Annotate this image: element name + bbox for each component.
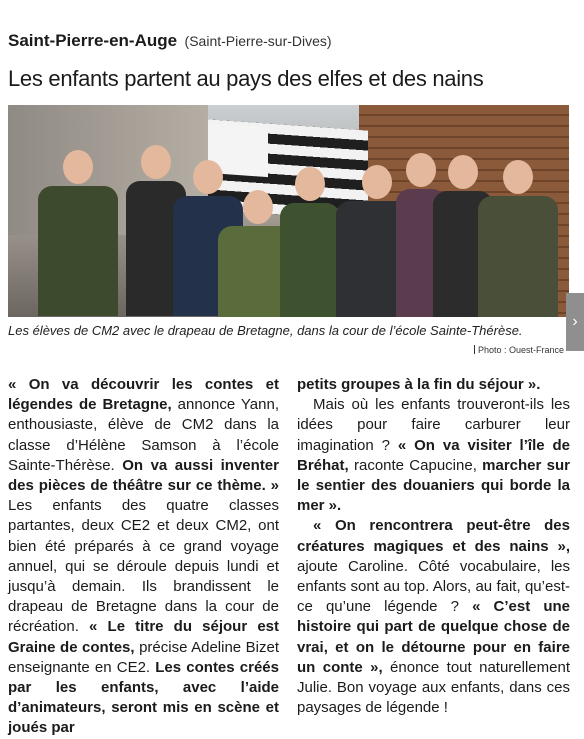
photo-credit bbox=[474, 345, 564, 355]
credit-divider bbox=[474, 345, 475, 354]
photo-child bbox=[38, 150, 118, 316]
text-run: Mais où les enfants trouveront-ils les idées pour faire carburer leur imagination ? bbox=[297, 396, 570, 454]
text-run: Les contes créés par les enfants, avec l’aide d’animateurs, seront mis en scène et joués par bbox=[8, 658, 279, 737]
next-photo-button[interactable] bbox=[566, 293, 584, 351]
article-headline: Les enfants partent au pays des elfes et des nains bbox=[8, 66, 484, 91]
paragraph bbox=[8, 375, 279, 739]
text-run: énonce tout naturellement Julie. Bon voyage aux enfants, dans ces paysages de légende ! bbox=[297, 658, 570, 717]
article-column-left bbox=[8, 375, 279, 739]
text-run: ajoute Caroline. Côté vocabulaire, les enfants sont au top. Alors, au fait, qu’est-ce qu’une légende ? bbox=[297, 557, 570, 616]
text-run: « Le titre du séjour est Graine de contes, bbox=[8, 618, 279, 656]
article-column-right bbox=[297, 375, 570, 718]
paragraph bbox=[297, 395, 570, 516]
text-run: petits groupes à la fin du séjour ». bbox=[297, 376, 541, 393]
text-run: « On rencontrera peut-être des créatures magiques et des nains », bbox=[297, 517, 570, 555]
chevron-right-icon: › bbox=[572, 313, 578, 330]
town-subtitle: (Saint-Pierre-sur-Dives) bbox=[184, 33, 332, 49]
text-run: On va aussi inventer des pièces de théâtre sur ce thème. » bbox=[8, 456, 279, 495]
text-run: « On va découvrir les contes et légendes de Bretagne, bbox=[8, 376, 279, 414]
photo-credit-text: Photo : Ouest-France bbox=[477, 345, 564, 355]
article-header bbox=[8, 31, 332, 51]
photo-child bbox=[478, 160, 558, 317]
photo-child bbox=[280, 167, 340, 317]
text-run: « C’est une histoire qui part de quelque chose de vrai, et on le détourne pour en faire un conte », bbox=[297, 598, 570, 676]
town-name: Saint-Pierre-en-Auge bbox=[8, 31, 178, 50]
text-run: « On va visiter l’île de Bréhat, bbox=[297, 436, 570, 474]
text-run: raconte Capucine, bbox=[348, 456, 483, 474]
photo-caption: Les élèves de CM2 avec le drapeau de Bretagne, dans la cour de l’école Sainte-Thérèse. bbox=[8, 323, 523, 338]
text-run: précise Adeline Bizet enseignante en CE2. bbox=[8, 638, 279, 676]
paragraph bbox=[297, 375, 570, 395]
article-photo bbox=[8, 105, 569, 317]
paragraph bbox=[297, 516, 570, 718]
text-run: Les enfants des quatre classes partantes, deux CE2 et deux CM2, ont bien été préparés à ce grand voyage annuel, qui se déroule depuis lundi et jusqu’à demain. Ils brandissent le drapeau de Bretagne dans la cour de récréation. bbox=[8, 497, 279, 636]
text-run: marcher sur le sentier des douaniers qui borde la mer ». bbox=[297, 456, 570, 515]
text-run: annonce Yann, enthousiaste, élève de CM2 dans la classe d’Hélène Samson à l’école Sainte-Thérèse. bbox=[8, 396, 279, 474]
